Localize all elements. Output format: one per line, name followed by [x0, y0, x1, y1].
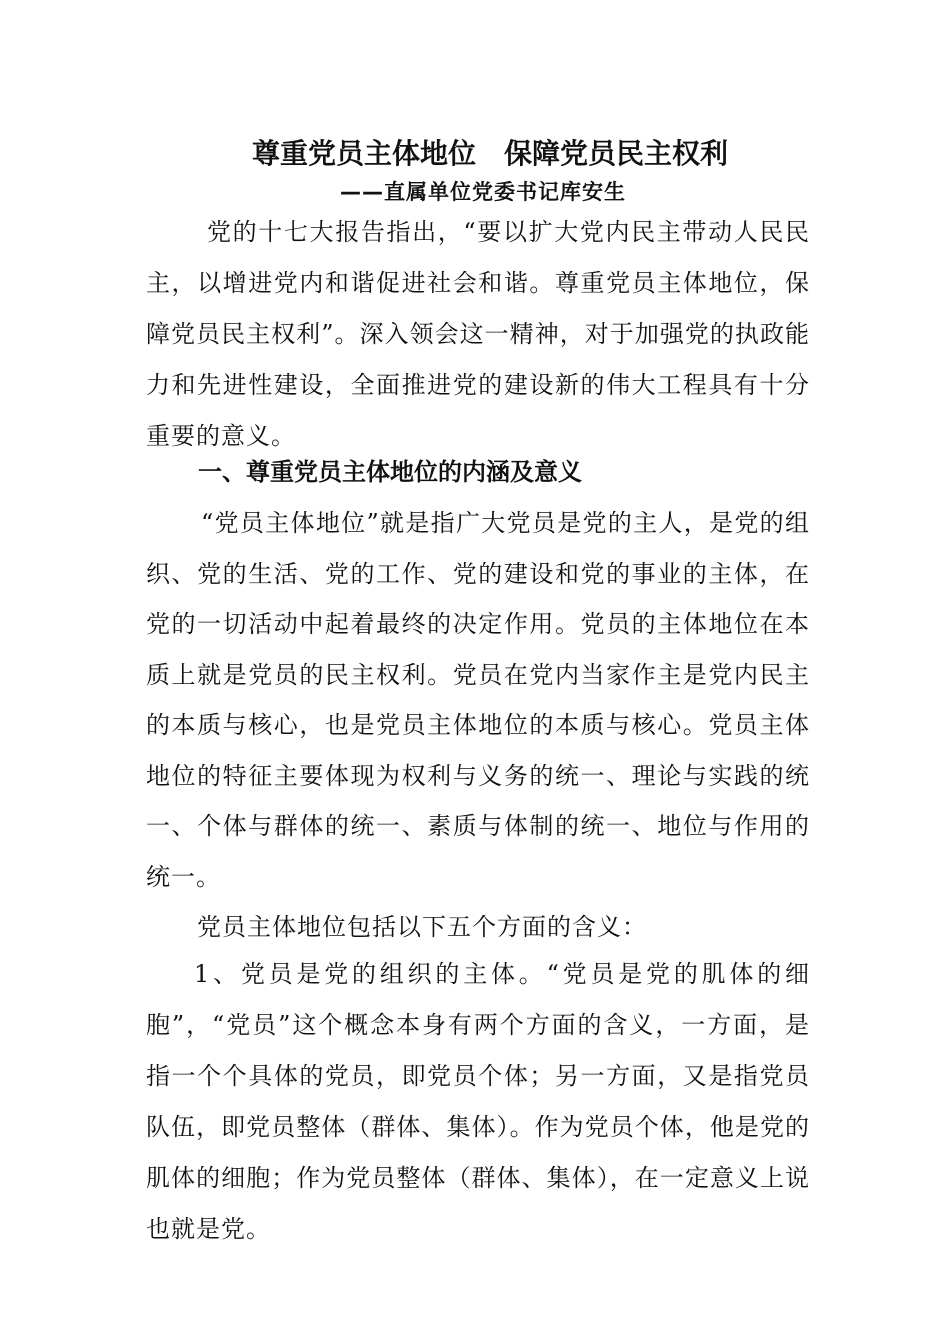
paragraph-list-intro: 党员主体地位包括以下五个方面的含义： — [197, 913, 647, 941]
section-heading: 一、尊重党员主体地位的内涵及意义 — [198, 458, 582, 486]
document-title: 尊重党员主体地位 保障党员民主权利 — [251, 137, 728, 170]
paragraph-point-one: 1、党员是党的组织的主体。“党员是党的肌体的细胞”，“党员”这个概念本身有两个方面的含义，一方面，是指一个个具体的党员，即党员个体；另一方面，又是指党员队伍，即党员整体（群体、集体）。作为党员个体，他是党的肌体的细胞；作为党员整体（群体、集体），在一定意义上说也就是党。 — [146, 960, 810, 1243]
document-subtitle: ——直属单位党委书记库安生 — [340, 180, 626, 204]
paragraph-definition: “党员主体地位”就是指广大党员是党的主人，是党的组织、党的生活、党的工作、党的建设和党的事业的主体，在党的一切活动中起着最终的决定作用。党员的主体地位在本质上就是党员的民主权利。党员在党内当家作主是党内民主的本质与核心，也是党员主体地位的本质与核心。党员主体地位的特征主要体现为权利与义务的统一、理论与实践的统一、个体与群体的统一、素质与体制的统一、地位与作用的统一。 — [146, 509, 810, 891]
paragraph-intro: 党的十七大报告指出，“要以扩大党内民主带动人民民主，以增进党内和谐促进社会和谐。尊重党员主体地位，保障党员民主权利”。深入领会这一精神，对于加强党的执政能力和先进性建设，全面推进党的建设新的伟大工程具有十分重要的意义。 — [146, 218, 810, 450]
